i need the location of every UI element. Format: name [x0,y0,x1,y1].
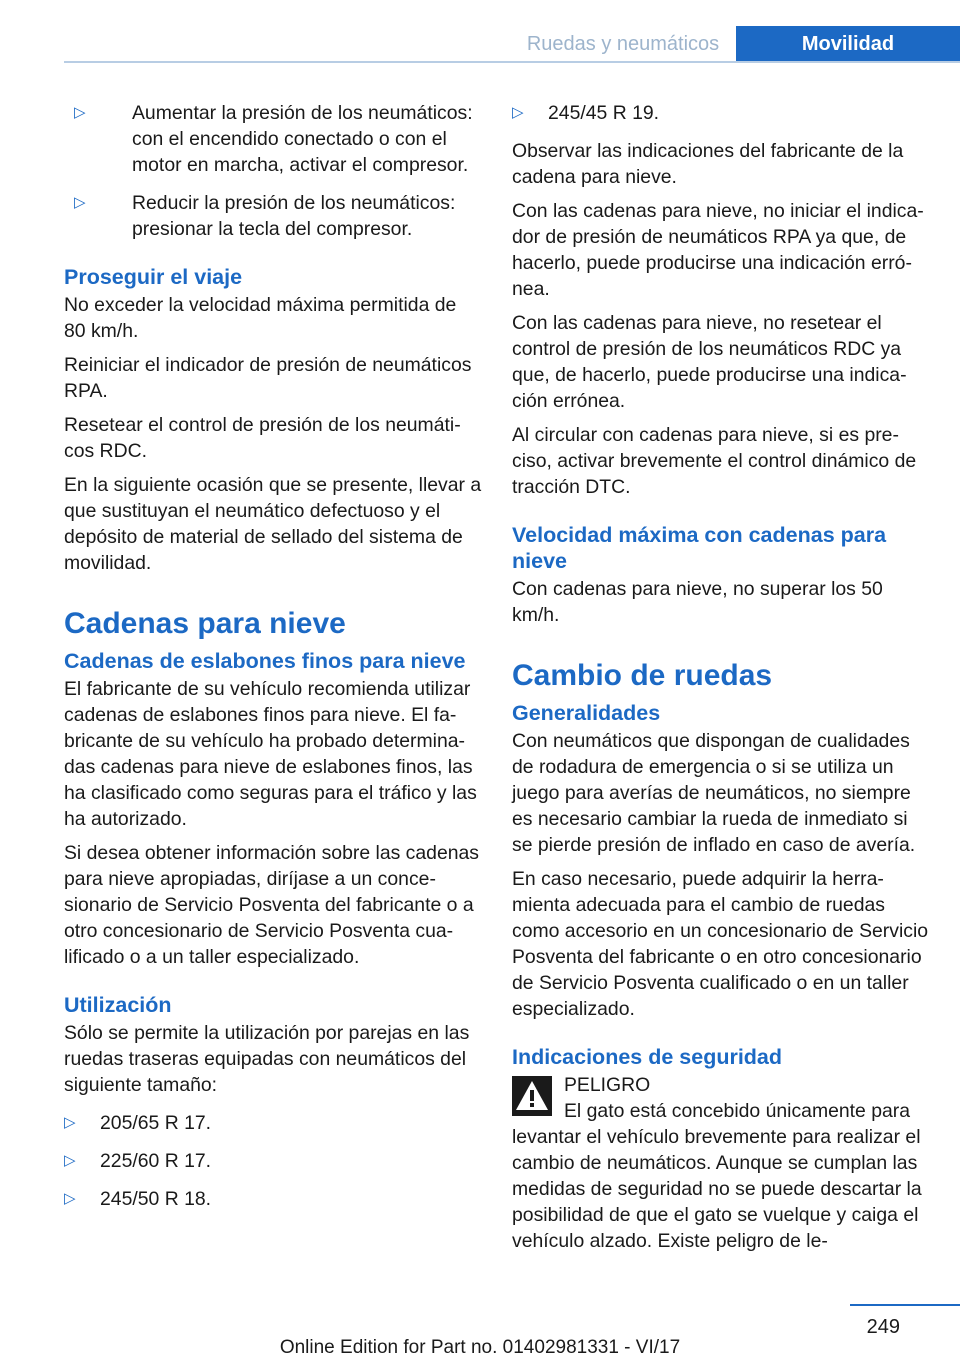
tire-size: 205/65 R 17. [100,1112,212,1134]
heading-proseguir: Proseguir el viaje [64,265,243,289]
paragraph: Con cadenas para nieve, no superar los 50 km/h. [512,578,883,626]
right-column [512,100,930,1254]
heading-eslabones-finos: Cadenas de eslabones finos para nieve [64,649,466,673]
paragraph: Resetear el control de presión de los neumáticos RDC. [64,414,461,462]
list-item-text: Aumentar la presión de los neumáticos: con el encendido conectado o con el motor en marcha, activar el compresor. [132,102,473,176]
warning-label: PELIGRO [564,1074,651,1096]
triangle-bullet-icon: ▷ [512,104,524,121]
warning-triangle-icon [512,1076,552,1116]
tire-size: 245/50 R 18. [100,1188,212,1210]
paragraph: Con las cadenas para nieve, no iniciar el indicador de presión de neumáticos RPA ya que, de hacerlo, puede producirse una indicación errónea. [512,200,924,300]
left-column [64,100,482,1224]
list-item-text: Reducir la presión de los neumáticos: presionar la tecla del compresor. [132,192,456,240]
list-item [64,100,482,178]
paragraph: Con las cadenas para nieve, no resetear el control de presión de los neumáticos RDC ya que, de hacerlo, puede producirse una indicación errónea. [512,312,907,412]
triangle-bullet-icon: ▷ [74,104,86,121]
list-item [64,1186,482,1212]
list-item [64,1148,482,1174]
heading-generalidades: Generalidades [512,701,661,725]
header-section-title: Ruedas y neumáticos [526,33,720,55]
paragraph: Sólo se permite la utilización por parejas en las ruedas traseras equipadas con neumáticos del siguiente tamaño: [64,1022,470,1096]
list-item [512,100,930,126]
triangle-bullet-icon: ▷ [64,1152,76,1169]
paragraph: Con neumáticos que dispongan de cualidades de rodadura de emergencia o si se utiliza un juego para averías de neumáticos, no siempre es necesario cambiar la rueda de inmediato si se pierde presión de inflado en caso de avería. [512,730,916,856]
warning-block [512,1072,930,1098]
paragraph: El fabricante de su vehículo recomienda utilizar cadenas de eslabones finos para nieve. El fabricante de su vehículo ha probado determinadas cadenas para nieve de eslabones finos, las ha clasificado como seguras para el tráfico y las ha autorizado. [64,678,477,830]
section-title-cadenas: Cadenas para nieve [64,607,346,640]
list-item [64,1110,482,1136]
triangle-bullet-icon: ▷ [74,194,86,211]
footer-divider [850,1304,960,1306]
heading-indicaciones-seguridad: Indicaciones de seguridad [512,1045,783,1069]
tire-size: 245/45 R 19. [548,102,660,124]
paragraph: En la siguiente ocasión que se presente, llevar a que sustituyan el neumático defectuoso y el depósito de material de sellado del sistema de movilidad. [64,474,482,574]
warning-text: El gato está concebido únicamente para levantar el vehículo brevemente para realizar el cambio de neumáticos. Aunque se cumplan las medidas de seguridad no se puede descartar la posibilidad de que el gato se vuelque y caiga el vehículo alzado. Existe peligro de le- [512,1100,922,1252]
paragraph: En caso necesario, puede adquirir la herramienta adecuada para el cambio de ruedas como accesorio en un concesionario de Servicio Posventa del fabricante o en otro concesionario de Servicio Posventa cualificado o en un taller especializado. [512,868,929,1020]
paragraph: Si desea obtener información sobre las cadenas para nieve apropiadas, diríjase a un concesionario de Servicio Posventa del fabricante o a otro concesionario de Servicio Posventa cualificado o a un taller especializado. [64,842,479,968]
page-number: 249 [866,1316,900,1338]
paragraph: Al circular con cadenas para nieve, si es preciso, activar brevemente el control dinámico de tracción DTC. [512,424,917,498]
edition-note: Online Edition for Part no. 01402981331 - VI/17 [279,1337,681,1358]
paragraph: No exceder la velocidad máxima permitida de 80 km/h. [64,294,457,342]
triangle-bullet-icon: ▷ [64,1190,76,1207]
tire-size: 225/60 R 17. [100,1150,212,1172]
heading-utilizacion: Utilización [64,993,172,1017]
header-chapter-tab: Movilidad [736,26,960,62]
paragraph: Reiniciar el indicador de presión de neumáticos RPA. [64,354,472,402]
section-title-cambio-ruedas: Cambio de ruedas [512,659,773,692]
header-divider [64,61,960,63]
triangle-bullet-icon: ▷ [64,1114,76,1131]
list-item [64,190,482,242]
heading-velocidad-maxima: Velocidad máxima con cadenas para nieve [512,523,887,573]
paragraph: Observar las indicaciones del fabricante de la cadena para nieve. [512,140,904,188]
